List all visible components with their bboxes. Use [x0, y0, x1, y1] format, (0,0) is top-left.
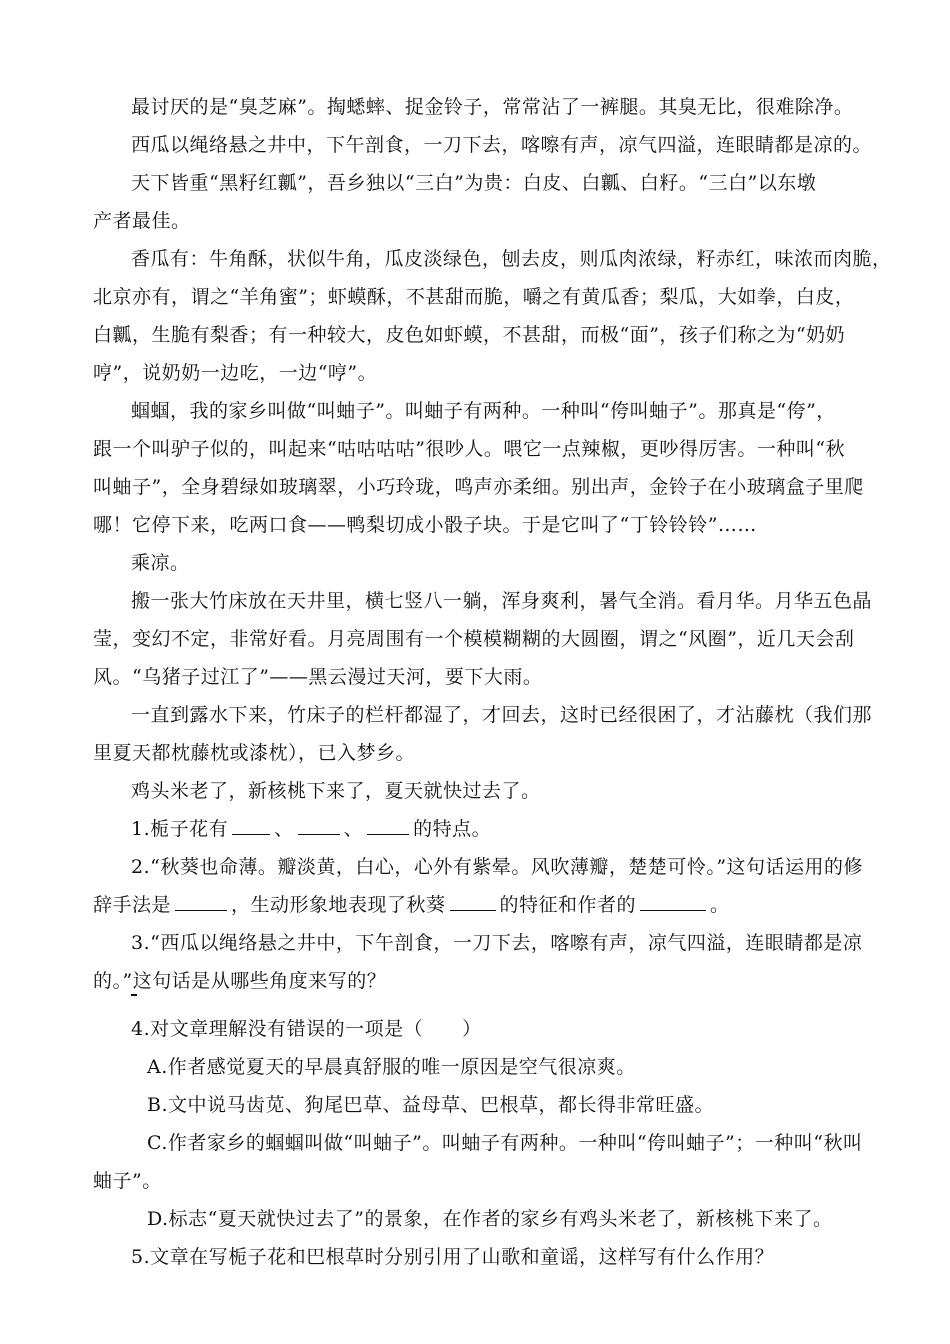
question-1 — [131, 814, 491, 841]
question-2-line: 2.“秋葵也命薄。瓣淡黄，白心，心外有紫晕。风吹薄瓣，楚楚可怜。”这句话运用的修 — [131, 856, 864, 878]
passage-line: 白瓤，生脆有梨香；有一种较大，皮色如虾蟆，不甚甜，而极“面”，孩子们称之为“奶奶 — [93, 324, 846, 346]
answer-blank[interactable] — [298, 816, 340, 835]
question-text: 的特点。 — [413, 818, 492, 840]
passage-line: 北京亦有，谓之“羊角蜜”；虾蟆酥，不甚甜而脆，嚼之有黄瓜香；梨瓜，大如拳，白皮， — [93, 286, 855, 308]
passage-line: 跟一个叫驴子似的，叫起来“咕咕咕咕”很吵人。喂它一点辣椒，更吵得厉害。一种叫“秋 — [93, 438, 846, 460]
answer-blank[interactable] — [175, 892, 227, 911]
question-text: 。 — [710, 894, 730, 916]
question-text: 、 — [274, 818, 294, 840]
question-3-line: 的。”这句话是从哪些角度来写的？ — [93, 970, 387, 992]
passage-line: 鸡头米老了，新核桃下来了，夏天就快过去了。 — [131, 780, 541, 802]
question-text: ，生动形象地表现了秋葵 — [231, 894, 446, 916]
option-b[interactable]: B.文中说马齿苋、狗尾巴草、益母草、巴根草，都长得非常旺盛。 — [147, 1094, 715, 1116]
answer-blank[interactable] — [367, 816, 409, 835]
question-2-blanks — [93, 890, 730, 917]
passage-line: 西瓜以绳络悬之井中，下午剖食，一刀下去，喀嚓有声，凉气四溢，连眼睛都是凉的。 — [131, 134, 873, 156]
passage-line: 哪！它停下来，吃两口食——鸭梨切成小骰子块。于是它叫了“丁铃铃铃”…… — [93, 514, 757, 536]
passage-line: 最讨厌的是“臭芝麻”。掏蟋蟀、捉金铃子，常常沾了一裤腿。其臭无比，很难除净。 — [131, 96, 854, 118]
passage-line: 一直到露水下来，竹床子的栏杆都湿了，才回去，这时已经很困了，才沾藤枕（我们那 — [131, 704, 873, 726]
passage-line: 莹，变幻不定，非常好看。月亮周围有一个模模糊糊的大圆圈，谓之“风圈”，近几天会刮 — [93, 628, 855, 650]
passage-line: 产者最佳。 — [93, 210, 191, 232]
question-text: 辞手法是 — [93, 894, 172, 916]
passage-line: 搬一张大竹床放在天井里，横七竖八一躺，浑身爽利，暑气全消。看月华。月华五色晶 — [131, 590, 873, 612]
question-text: 、 — [343, 818, 364, 840]
answer-blank[interactable] — [232, 816, 270, 835]
passage-line: 香瓜有：牛角酥，状似牛角，瓜皮淡绿色，刨去皮，则瓜肉浓绿，籽赤红，味浓而肉脆， — [131, 248, 892, 270]
passage-line: 风。“乌猪子过江了”——黑云漫过天河，要下大雨。 — [93, 666, 543, 688]
option-c[interactable]: C.作者家乡的蝈蝈叫做“叫蚰子”。叫蚰子有两种。一种叫“侉叫蚰子”；一种叫“秋叫 — [147, 1132, 863, 1154]
passage-line: 叫蚰子”，全身碧绿如玻璃翠，小巧玲珑，鸣声亦柔细。别出声，金铃子在小玻璃盒子里爬 — [93, 476, 864, 498]
question-4-stem: 4.对文章理解没有错误的一项是（ ） — [131, 1018, 482, 1040]
question-3-line: 3.“西瓜以绳络悬之井中，下午剖食，一刀下去，喀嚓有声，凉气四溢，连眼睛都是凉 — [131, 932, 863, 954]
answer-blank[interactable] — [450, 892, 496, 911]
option-d[interactable]: D.标志“夏天就快过去了”的景象，在作者的家乡有鸡头米老了，新核桃下来了。 — [147, 1208, 833, 1230]
answer-line[interactable] — [131, 994, 137, 996]
question-text: 1.栀子花有 — [131, 818, 229, 840]
passage-line: 天下皆重“黑籽红瓤”，吾乡独以“三白”为贵：白皮、白瓤、白籽。“三白”以东墩 — [131, 172, 817, 194]
option-a[interactable]: A.作者感觉夏天的早晨真舒服的唯一原因是空气很凉爽。 — [147, 1056, 636, 1078]
answer-blank[interactable] — [640, 892, 706, 911]
option-c-continued: 蚰子”。 — [93, 1170, 162, 1192]
passage-line: 蝈蝈，我的家乡叫做“叫蚰子”。叫蚰子有两种。一种叫“侉叫蚰子”。那真是“侉”， — [131, 400, 836, 422]
passage-line: 里夏天都枕藤枕或漆枕），已入梦乡。 — [93, 742, 416, 764]
question-text: 的特征和作者的 — [499, 894, 637, 916]
passage-line: 乘凉。 — [131, 552, 190, 574]
question-5: 5.文章在写栀子花和巴根草时分别引用了山歌和童谣，这样写有什么作用？ — [131, 1246, 775, 1268]
passage-line: 哼”，说奶奶一边吃，一边“哼”。 — [93, 362, 378, 384]
